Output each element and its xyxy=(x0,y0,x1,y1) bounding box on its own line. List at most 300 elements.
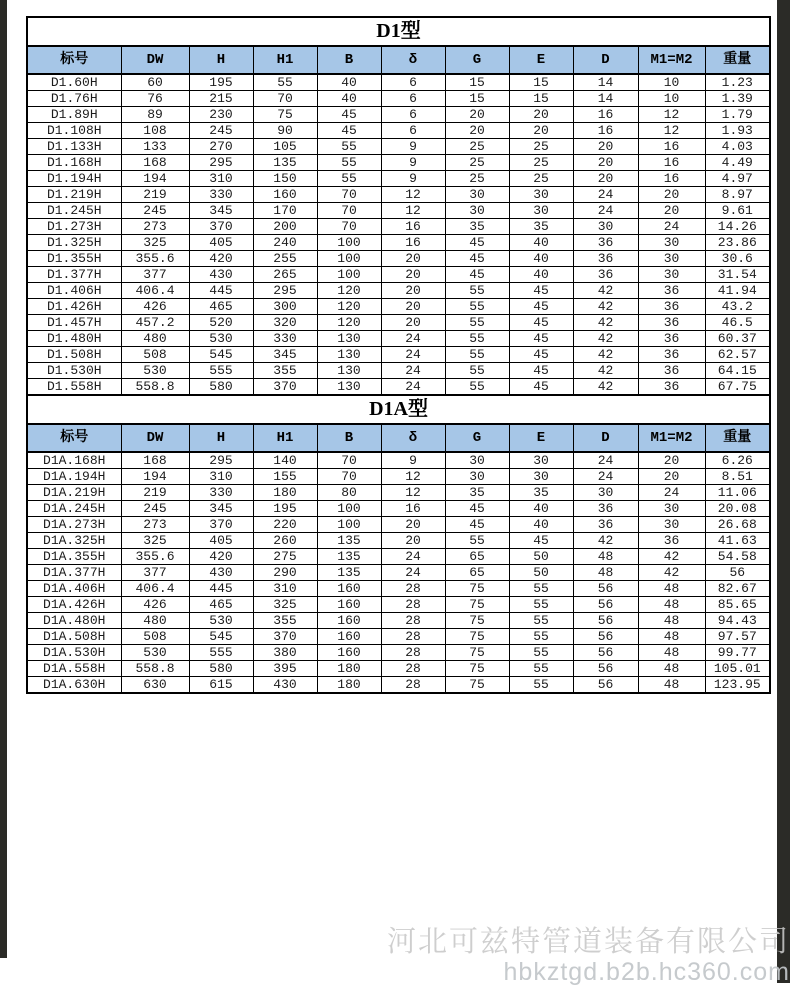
value-cell: 220 xyxy=(253,517,317,533)
value-cell: 20 xyxy=(381,315,445,331)
value-cell: 133 xyxy=(121,139,189,155)
value-cell: 120 xyxy=(317,299,381,315)
value-cell: 14 xyxy=(573,74,638,91)
column-header: H xyxy=(189,424,253,452)
row-label-cell: D1A.245H xyxy=(27,501,121,517)
column-header: 重量 xyxy=(705,46,770,74)
value-cell: 20 xyxy=(638,452,705,469)
value-cell: 530 xyxy=(189,331,253,347)
value-cell: 55 xyxy=(445,331,509,347)
value-cell: 630 xyxy=(121,677,189,694)
value-cell: 24 xyxy=(381,331,445,347)
column-header: G xyxy=(445,424,509,452)
value-cell: 4.03 xyxy=(705,139,770,155)
value-cell: 457.2 xyxy=(121,315,189,331)
value-cell: 75 xyxy=(445,581,509,597)
value-cell: 30 xyxy=(509,187,573,203)
value-cell: 12 xyxy=(381,187,445,203)
row-label-cell: D1.508H xyxy=(27,347,121,363)
value-cell: 325 xyxy=(121,533,189,549)
value-cell: 36 xyxy=(573,517,638,533)
value-cell: 405 xyxy=(189,235,253,251)
column-header: B xyxy=(317,46,381,74)
value-cell: 25 xyxy=(445,171,509,187)
value-cell: 31.54 xyxy=(705,267,770,283)
value-cell: 30 xyxy=(638,267,705,283)
row-label-cell: D1.558H xyxy=(27,379,121,396)
column-header: M1=M2 xyxy=(638,46,705,74)
table-row xyxy=(27,645,770,661)
value-cell: 30 xyxy=(445,203,509,219)
value-cell: 20 xyxy=(381,533,445,549)
value-cell: 520 xyxy=(189,315,253,331)
value-cell: 508 xyxy=(121,629,189,645)
value-cell: 9 xyxy=(381,139,445,155)
value-cell: 20 xyxy=(509,107,573,123)
value-cell: 545 xyxy=(189,629,253,645)
value-cell: 30 xyxy=(573,219,638,235)
value-cell: 355.6 xyxy=(121,251,189,267)
value-cell: 325 xyxy=(121,235,189,251)
value-cell: 30 xyxy=(445,452,509,469)
table-row xyxy=(27,581,770,597)
value-cell: 75 xyxy=(253,107,317,123)
value-cell: 45 xyxy=(317,123,381,139)
value-cell: 15 xyxy=(509,74,573,91)
value-cell: 48 xyxy=(638,661,705,677)
value-cell: 35 xyxy=(445,485,509,501)
page-edge-right xyxy=(777,0,790,983)
value-cell: 10 xyxy=(638,91,705,107)
value-cell: 40 xyxy=(509,235,573,251)
value-cell: 35 xyxy=(509,219,573,235)
value-cell: 55 xyxy=(317,171,381,187)
value-cell: 430 xyxy=(253,677,317,694)
value-cell: 12 xyxy=(638,123,705,139)
value-cell: 4.49 xyxy=(705,155,770,171)
value-cell: 345 xyxy=(189,203,253,219)
value-cell: 36 xyxy=(573,235,638,251)
table-row xyxy=(27,517,770,533)
value-cell: 15 xyxy=(445,74,509,91)
column-header: B xyxy=(317,424,381,452)
value-cell: 275 xyxy=(253,549,317,565)
value-cell: 45 xyxy=(509,533,573,549)
value-cell: 75 xyxy=(445,597,509,613)
value-cell: 42 xyxy=(638,565,705,581)
column-header: D xyxy=(573,424,638,452)
table-row xyxy=(27,347,770,363)
value-cell: 295 xyxy=(253,283,317,299)
value-cell: 12 xyxy=(638,107,705,123)
value-cell: 20 xyxy=(381,251,445,267)
value-cell: 45 xyxy=(445,235,509,251)
table-row xyxy=(27,677,770,694)
value-cell: 42 xyxy=(638,549,705,565)
row-label-cell: D1A.630H xyxy=(27,677,121,694)
value-cell: 160 xyxy=(317,629,381,645)
value-cell: 36 xyxy=(638,347,705,363)
column-header: E xyxy=(509,46,573,74)
value-cell: 20 xyxy=(573,139,638,155)
row-label-cell: D1.355H xyxy=(27,251,121,267)
value-cell: 55 xyxy=(509,661,573,677)
value-cell: 23.86 xyxy=(705,235,770,251)
value-cell: 35 xyxy=(445,219,509,235)
value-cell: 25 xyxy=(445,139,509,155)
value-cell: 508 xyxy=(121,347,189,363)
value-cell: 150 xyxy=(253,171,317,187)
row-label-cell: D1A.273H xyxy=(27,517,121,533)
value-cell: 45 xyxy=(509,283,573,299)
value-cell: 100 xyxy=(317,235,381,251)
value-cell: 14.26 xyxy=(705,219,770,235)
row-label-cell: D1A.530H xyxy=(27,645,121,661)
value-cell: 30 xyxy=(509,469,573,485)
value-cell: 70 xyxy=(253,91,317,107)
row-label-cell: D1.133H xyxy=(27,139,121,155)
value-cell: 56 xyxy=(573,613,638,629)
value-cell: 36 xyxy=(638,315,705,331)
value-cell: 20 xyxy=(381,267,445,283)
value-cell: 75 xyxy=(445,645,509,661)
value-cell: 55 xyxy=(509,677,573,694)
value-cell: 48 xyxy=(638,597,705,613)
value-cell: 28 xyxy=(381,661,445,677)
value-cell: 75 xyxy=(445,629,509,645)
value-cell: 26.68 xyxy=(705,517,770,533)
value-cell: 105.01 xyxy=(705,661,770,677)
row-label-cell: D1.89H xyxy=(27,107,121,123)
value-cell: 56 xyxy=(573,677,638,694)
table-row xyxy=(27,549,770,565)
table-row xyxy=(27,235,770,251)
table-row xyxy=(27,74,770,91)
value-cell: 420 xyxy=(189,549,253,565)
value-cell: 97.57 xyxy=(705,629,770,645)
value-cell: 20.08 xyxy=(705,501,770,517)
value-cell: 580 xyxy=(189,661,253,677)
value-cell: 36 xyxy=(638,533,705,549)
value-cell: 30 xyxy=(638,501,705,517)
table-row xyxy=(27,315,770,331)
value-cell: 180 xyxy=(317,677,381,694)
table-row xyxy=(27,501,770,517)
value-cell: 36 xyxy=(638,331,705,347)
value-cell: 46.5 xyxy=(705,315,770,331)
value-cell: 75 xyxy=(445,613,509,629)
value-cell: 55 xyxy=(445,315,509,331)
value-cell: 25 xyxy=(445,155,509,171)
value-cell: 12 xyxy=(381,469,445,485)
value-cell: 16 xyxy=(638,139,705,155)
value-cell: 70 xyxy=(317,219,381,235)
value-cell: 16 xyxy=(638,171,705,187)
value-cell: 65 xyxy=(445,549,509,565)
value-cell: 45 xyxy=(445,501,509,517)
value-cell: 94.43 xyxy=(705,613,770,629)
value-cell: 120 xyxy=(317,283,381,299)
value-cell: 273 xyxy=(121,219,189,235)
value-cell: 380 xyxy=(253,645,317,661)
value-cell: 24 xyxy=(381,565,445,581)
value-cell: 108 xyxy=(121,123,189,139)
value-cell: 30 xyxy=(573,485,638,501)
table-row xyxy=(27,107,770,123)
value-cell: 40 xyxy=(509,501,573,517)
value-cell: 55 xyxy=(509,597,573,613)
value-cell: 320 xyxy=(253,315,317,331)
column-header: M1=M2 xyxy=(638,424,705,452)
value-cell: 28 xyxy=(381,645,445,661)
value-cell: 56 xyxy=(573,581,638,597)
value-cell: 45 xyxy=(509,315,573,331)
value-cell: 4.97 xyxy=(705,171,770,187)
table-title: D1A型 xyxy=(27,395,770,424)
value-cell: 43.2 xyxy=(705,299,770,315)
value-cell: 42 xyxy=(573,533,638,549)
table-row xyxy=(27,363,770,379)
value-cell: 48 xyxy=(638,677,705,694)
value-cell: 370 xyxy=(189,517,253,533)
value-cell: 55 xyxy=(445,363,509,379)
value-cell: 82.67 xyxy=(705,581,770,597)
value-cell: 30 xyxy=(638,235,705,251)
value-cell: 16 xyxy=(573,123,638,139)
row-label-cell: D1.406H xyxy=(27,283,121,299)
value-cell: 36 xyxy=(573,251,638,267)
value-cell: 558.8 xyxy=(121,661,189,677)
column-header: δ xyxy=(381,46,445,74)
value-cell: 11.06 xyxy=(705,485,770,501)
table-row xyxy=(27,139,770,155)
table-title: D1型 xyxy=(27,17,770,46)
table-row xyxy=(27,469,770,485)
table-row xyxy=(27,597,770,613)
value-cell: 160 xyxy=(317,581,381,597)
value-cell: 16 xyxy=(573,107,638,123)
value-cell: 130 xyxy=(317,363,381,379)
value-cell: 36 xyxy=(638,283,705,299)
value-cell: 130 xyxy=(317,379,381,396)
row-label-cell: D1.457H xyxy=(27,315,121,331)
table-row xyxy=(27,91,770,107)
row-label-cell: D1.168H xyxy=(27,155,121,171)
value-cell: 6 xyxy=(381,74,445,91)
value-cell: 105 xyxy=(253,139,317,155)
value-cell: 370 xyxy=(253,379,317,396)
column-header: G xyxy=(445,46,509,74)
value-cell: 55 xyxy=(509,645,573,661)
value-cell: 20 xyxy=(381,283,445,299)
value-cell: 55 xyxy=(445,533,509,549)
value-cell: 24 xyxy=(638,219,705,235)
value-cell: 545 xyxy=(189,347,253,363)
value-cell: 345 xyxy=(253,347,317,363)
value-cell: 16 xyxy=(381,235,445,251)
column-header: δ xyxy=(381,424,445,452)
value-cell: 25 xyxy=(509,155,573,171)
row-label-cell: D1A.377H xyxy=(27,565,121,581)
value-cell: 54.58 xyxy=(705,549,770,565)
value-cell: 120 xyxy=(317,315,381,331)
value-cell: 130 xyxy=(317,331,381,347)
row-label-cell: D1.76H xyxy=(27,91,121,107)
value-cell: 55 xyxy=(317,155,381,171)
value-cell: 28 xyxy=(381,677,445,694)
value-cell: 70 xyxy=(317,452,381,469)
value-cell: 24 xyxy=(573,452,638,469)
value-cell: 40 xyxy=(317,91,381,107)
value-cell: 67.75 xyxy=(705,379,770,396)
value-cell: 6 xyxy=(381,107,445,123)
value-cell: 194 xyxy=(121,469,189,485)
table-row xyxy=(27,171,770,187)
value-cell: 430 xyxy=(189,565,253,581)
row-label-cell: D1.219H xyxy=(27,187,121,203)
value-cell: 168 xyxy=(121,155,189,171)
value-cell: 50 xyxy=(509,549,573,565)
value-cell: 194 xyxy=(121,171,189,187)
value-cell: 310 xyxy=(253,581,317,597)
value-cell: 35 xyxy=(509,485,573,501)
value-cell: 55 xyxy=(445,379,509,396)
column-header: 重量 xyxy=(705,424,770,452)
value-cell: 180 xyxy=(317,661,381,677)
value-cell: 20 xyxy=(573,155,638,171)
value-cell: 295 xyxy=(189,155,253,171)
value-cell: 330 xyxy=(189,187,253,203)
value-cell: 56 xyxy=(573,597,638,613)
table-row xyxy=(27,283,770,299)
value-cell: 48 xyxy=(638,645,705,661)
value-cell: 70 xyxy=(317,187,381,203)
table-row xyxy=(27,155,770,171)
value-cell: 55 xyxy=(445,283,509,299)
value-cell: 60.37 xyxy=(705,331,770,347)
value-cell: 310 xyxy=(189,171,253,187)
table-row xyxy=(27,219,770,235)
value-cell: 42 xyxy=(573,331,638,347)
value-cell: 10 xyxy=(638,74,705,91)
value-cell: 24 xyxy=(381,363,445,379)
value-cell: 48 xyxy=(638,629,705,645)
value-cell: 9 xyxy=(381,155,445,171)
table-row xyxy=(27,123,770,139)
value-cell: 24 xyxy=(638,485,705,501)
column-header: 标号 xyxy=(27,46,121,74)
row-label-cell: D1.60H xyxy=(27,74,121,91)
value-cell: 445 xyxy=(189,581,253,597)
value-cell: 45 xyxy=(317,107,381,123)
value-cell: 36 xyxy=(573,501,638,517)
value-cell: 45 xyxy=(445,267,509,283)
value-cell: 160 xyxy=(253,187,317,203)
value-cell: 580 xyxy=(189,379,253,396)
value-cell: 330 xyxy=(253,331,317,347)
value-cell: 465 xyxy=(189,597,253,613)
value-cell: 70 xyxy=(317,469,381,485)
value-cell: 180 xyxy=(253,485,317,501)
value-cell: 1.39 xyxy=(705,91,770,107)
value-cell: 24 xyxy=(381,549,445,565)
column-header: H1 xyxy=(253,46,317,74)
value-cell: 555 xyxy=(189,363,253,379)
value-cell: 64.15 xyxy=(705,363,770,379)
value-cell: 36 xyxy=(638,379,705,396)
value-cell: 1.23 xyxy=(705,74,770,91)
value-cell: 219 xyxy=(121,187,189,203)
value-cell: 530 xyxy=(121,363,189,379)
value-cell: 615 xyxy=(189,677,253,694)
row-label-cell: D1.194H xyxy=(27,171,121,187)
column-header: DW xyxy=(121,424,189,452)
value-cell: 9 xyxy=(381,171,445,187)
value-cell: 160 xyxy=(317,597,381,613)
watermark xyxy=(387,925,790,986)
row-label-cell: D1A.219H xyxy=(27,485,121,501)
value-cell: 42 xyxy=(573,283,638,299)
value-cell: 245 xyxy=(121,203,189,219)
value-cell: 6.26 xyxy=(705,452,770,469)
value-cell: 55 xyxy=(509,613,573,629)
value-cell: 16 xyxy=(381,219,445,235)
watermark-company-text: 河北可兹特管道装备有限公司 xyxy=(386,926,790,958)
value-cell: 310 xyxy=(189,469,253,485)
value-cell: 48 xyxy=(638,581,705,597)
value-cell: 255 xyxy=(253,251,317,267)
value-cell: 465 xyxy=(189,299,253,315)
value-cell: 530 xyxy=(121,645,189,661)
table-row xyxy=(27,267,770,283)
value-cell: 6 xyxy=(381,123,445,139)
value-cell: 555 xyxy=(189,645,253,661)
value-cell: 140 xyxy=(253,452,317,469)
value-cell: 135 xyxy=(317,565,381,581)
table-row xyxy=(27,251,770,267)
value-cell: 45 xyxy=(445,251,509,267)
value-cell: 480 xyxy=(121,613,189,629)
value-cell: 20 xyxy=(445,107,509,123)
value-cell: 100 xyxy=(317,267,381,283)
value-cell: 75 xyxy=(445,661,509,677)
value-cell: 55 xyxy=(317,139,381,155)
value-cell: 45 xyxy=(509,299,573,315)
value-cell: 20 xyxy=(381,299,445,315)
table-row xyxy=(27,203,770,219)
value-cell: 30 xyxy=(445,187,509,203)
value-cell: 16 xyxy=(381,501,445,517)
value-cell: 40 xyxy=(509,267,573,283)
value-cell: 20 xyxy=(638,203,705,219)
value-cell: 426 xyxy=(121,597,189,613)
value-cell: 30 xyxy=(509,452,573,469)
value-cell: 99.77 xyxy=(705,645,770,661)
value-cell: 300 xyxy=(253,299,317,315)
value-cell: 195 xyxy=(253,501,317,517)
value-cell: 42 xyxy=(573,347,638,363)
value-cell: 55 xyxy=(445,347,509,363)
value-cell: 30.6 xyxy=(705,251,770,267)
value-cell: 55 xyxy=(253,74,317,91)
value-cell: 406.4 xyxy=(121,581,189,597)
value-cell: 430 xyxy=(189,267,253,283)
value-cell: 123.95 xyxy=(705,677,770,694)
value-cell: 30 xyxy=(445,469,509,485)
value-cell: 20 xyxy=(445,123,509,139)
value-cell: 355.6 xyxy=(121,549,189,565)
value-cell: 200 xyxy=(253,219,317,235)
